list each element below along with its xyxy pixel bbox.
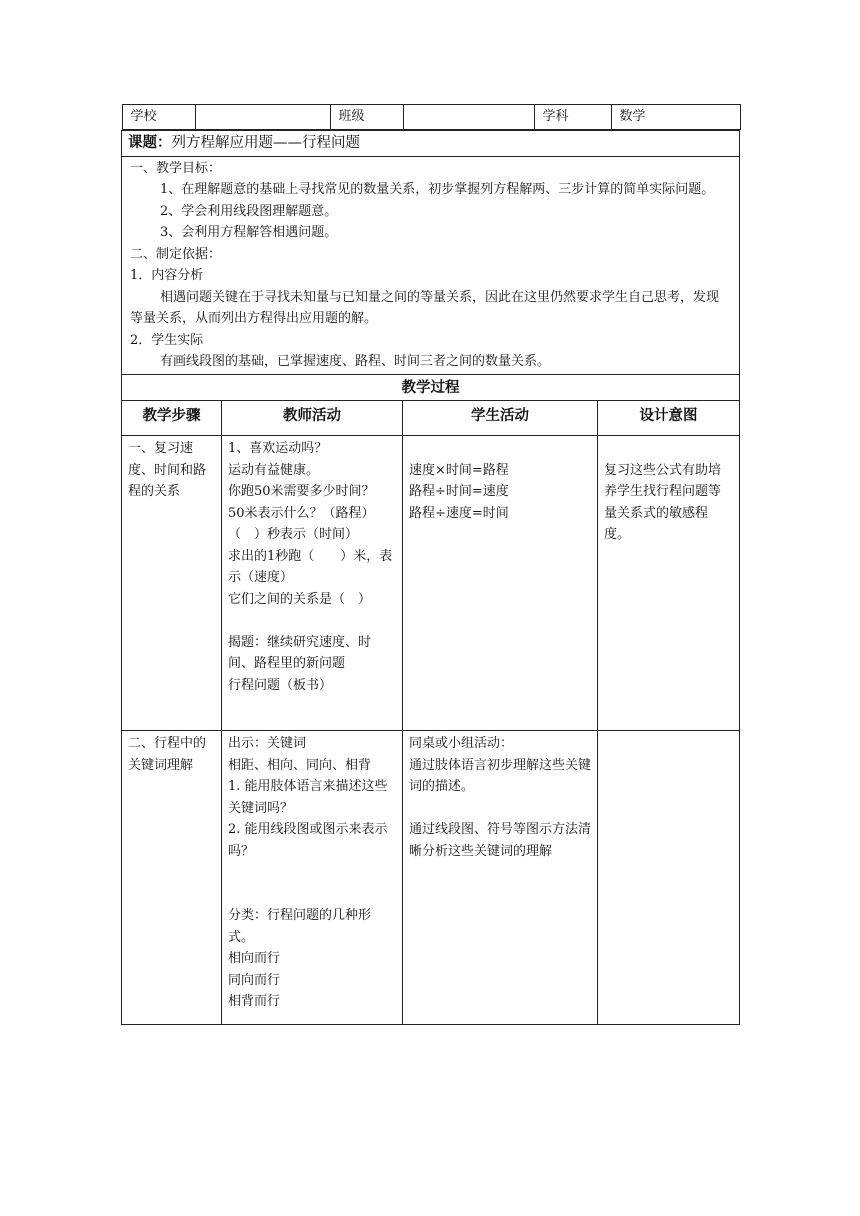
student-line xyxy=(409,798,591,820)
teacher-line: 你跑50米需要多少时间？ xyxy=(228,484,375,499)
teacher-line: 出示：关键词 xyxy=(228,736,307,751)
column-header-teacher: 教师活动 xyxy=(222,401,403,436)
subject-label: 学科 xyxy=(534,105,611,130)
teacher-line: 揭题：继续研究速度、时间、路程里的新问题 xyxy=(228,634,372,671)
content-analysis-text: 相遇问题关键在于寻找未知量与已知量之间的等量关系，因此在这里仍然要求学生自己思考，发现等量关系，从而列出方程得出应用题的解。 xyxy=(130,289,720,326)
header-row xyxy=(122,104,740,131)
teacher-line: 1. 能用肢体语言来描述这些关键词吗？ xyxy=(228,779,388,816)
process-row-1 xyxy=(122,436,740,731)
subject-value: 数学 xyxy=(611,105,740,130)
intent-line: 复习这些公式有助培养学生找行程问题等量关系式的敏感程度。 xyxy=(604,462,722,542)
goals-row xyxy=(122,156,740,374)
student-line: 速度×时间=路程 xyxy=(409,462,509,478)
teacher-line: （ ）秒表示（时间） xyxy=(228,527,359,542)
teacher-line: 它们之间的关系是（ ） xyxy=(228,591,372,607)
teacher-line: 相距、相向、同向、相背 xyxy=(228,757,372,773)
column-header-student: 学生活动 xyxy=(403,401,598,436)
lesson-plan-table xyxy=(121,104,740,1025)
intent-cell xyxy=(598,436,740,731)
student-situation-text: 有画线段图的基础，已掌握速度、路程、时间三者之间的数量关系。 xyxy=(160,354,551,369)
goals-heading: 一、教学目标： xyxy=(130,160,222,176)
intent-cell xyxy=(598,731,740,1025)
column-header-intent: 设计意图 xyxy=(598,401,740,436)
teacher-line: 行程问题（板书） xyxy=(228,677,333,693)
teacher-line: 1、喜欢运动吗？ xyxy=(228,441,328,456)
teacher-line: 分类：行程问题的几种形式。 xyxy=(228,908,372,945)
school-value[interactable] xyxy=(195,105,330,130)
teacher-line xyxy=(228,610,396,632)
teacher-line: 运动有益健康。 xyxy=(228,462,320,478)
goal-item-2: 2、学会利用线段图理解题意。 xyxy=(160,203,338,219)
teacher-line xyxy=(228,884,396,906)
teacher-line: 同向而行 xyxy=(228,972,281,988)
student-line: 通过肢体语言初步理解这些关键词的描述。 xyxy=(409,757,592,794)
student-line xyxy=(409,438,591,460)
school-label: 学校 xyxy=(122,105,195,130)
process-row-2 xyxy=(122,731,740,1025)
teacher-line: 相向而行 xyxy=(228,951,281,966)
student-situation-heading: 2．学生实际 xyxy=(130,332,204,348)
column-header-row xyxy=(122,401,740,436)
teacher-line: 50米表示什么？（路程） xyxy=(228,505,375,521)
basis-heading: 二、制定依据： xyxy=(130,246,222,262)
topic-text: 列方程解应用题——行程问题 xyxy=(171,135,360,151)
step-text: 二、行程中的关键词理解 xyxy=(128,736,207,773)
teacher-cell xyxy=(222,731,403,1025)
step-cell xyxy=(122,731,222,1025)
teacher-line: 求出的1秒跑（ ）米，表示（速度） xyxy=(228,548,393,585)
student-line: 路程÷时间=速度 xyxy=(409,484,509,499)
step-cell xyxy=(122,436,222,731)
topic-row xyxy=(122,131,740,157)
student-line: 路程÷速度=时间 xyxy=(409,505,509,521)
process-title-row xyxy=(122,374,740,401)
teacher-line xyxy=(228,862,396,884)
column-header-step: 教学步骤 xyxy=(122,401,222,436)
teacher-line: 2. 能用线段图或图示来表示吗？ xyxy=(228,822,388,859)
goal-item-3: 3、会利用方程解答相遇问题。 xyxy=(160,225,338,240)
intent-line xyxy=(604,438,733,460)
class-value[interactable] xyxy=(403,105,534,130)
student-line: 同桌或小组活动： xyxy=(409,736,514,751)
step-text: 一、复习速度、时间和路程的关系 xyxy=(128,441,207,499)
class-label: 班级 xyxy=(330,105,403,130)
goal-item-1: 1、在理解题意的基础上寻找常见的数量关系，初步掌握列方程解两、三步计算的简单实际问题。 xyxy=(160,182,715,197)
student-line: 通过线段图、符号等图示方法清晰分析这些关键词的理解 xyxy=(409,822,592,859)
student-cell xyxy=(403,731,598,1025)
student-cell xyxy=(403,436,598,731)
topic-label: 课题： xyxy=(128,134,172,151)
process-title: 教学过程 xyxy=(122,374,740,401)
teacher-line: 相背而行 xyxy=(228,994,281,1009)
lesson-plan-document xyxy=(121,104,739,1025)
content-analysis-heading: 1．内容分析 xyxy=(130,268,204,283)
teacher-cell xyxy=(222,436,403,731)
